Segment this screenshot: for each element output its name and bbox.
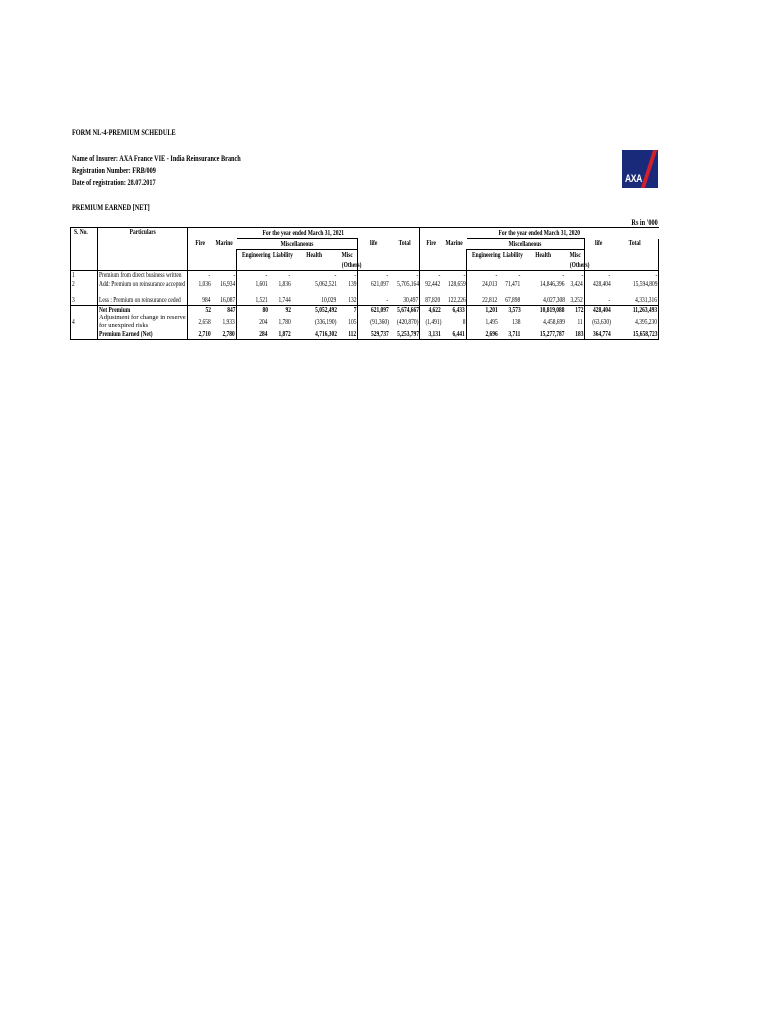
- misc-sub-header-2020: (Others): [569, 261, 590, 269]
- table-cell: 3,131: [428, 330, 441, 339]
- form-title: FORM NL-4-PREMIUM SCHEDULE: [72, 128, 176, 137]
- table-cell: 6,441: [452, 330, 466, 339]
- table-cell: 364,774: [592, 330, 611, 339]
- table-cell: (63,630): [591, 318, 611, 326]
- table-cell: -: [562, 271, 565, 280]
- table-cell: -: [518, 271, 521, 280]
- table-row: [71, 314, 659, 330]
- registration-number: Registration Number: FRB/009: [72, 166, 156, 175]
- table-cell: 5,705,164: [396, 279, 419, 288]
- table-cell: 15,594,809: [632, 279, 658, 288]
- misc-sub-header-2021: (Others): [341, 261, 362, 269]
- row-sno: 1: [72, 271, 75, 280]
- sno-header: S. No.: [73, 228, 88, 236]
- period-2020-header: For the year ended March 31, 2020: [498, 229, 581, 237]
- table-cell: -: [233, 271, 235, 280]
- premium-table: [70, 227, 659, 340]
- table-cell: 172: [574, 305, 584, 314]
- table-row: [71, 288, 659, 305]
- table-cell: 5,052,492: [314, 305, 337, 314]
- table-cell: 3,711: [508, 330, 521, 339]
- table-cell: 204: [259, 318, 268, 326]
- table-cell: 52: [205, 305, 211, 314]
- fire-header-2021: Fire: [194, 238, 205, 247]
- table-cell: 1,780: [278, 318, 291, 326]
- table-cell: 80: [262, 305, 268, 314]
- table-cell: -: [416, 271, 419, 280]
- table-cell: 284: [259, 330, 268, 339]
- total-header-2021: Total: [398, 238, 411, 247]
- table-row: [71, 280, 659, 289]
- table-cell: 2,710: [198, 330, 211, 339]
- table-cell: -: [581, 271, 584, 280]
- table-cell: -: [608, 296, 611, 305]
- table-cell: -: [265, 271, 268, 280]
- table-row: [71, 271, 659, 280]
- marine-header-2021: Marine: [215, 238, 233, 247]
- table-cell: 1,495: [485, 318, 498, 326]
- period-2021-header: For the year ended March 31, 2021: [262, 229, 345, 237]
- table-row: [71, 330, 659, 339]
- table-cell: -: [463, 271, 466, 280]
- table-cell: 128,659: [447, 279, 466, 288]
- table-cell: 529,737: [370, 330, 389, 339]
- table-cell: -: [354, 271, 356, 280]
- table-cell: 1,872: [278, 330, 291, 339]
- row-label: Premium Earned (Net): [99, 330, 153, 339]
- table-cell: 5,253,797: [396, 330, 419, 339]
- table-cell: 621,097: [370, 305, 389, 314]
- row-label: Adjustment for change in reserve for unexpired risks: [99, 314, 186, 329]
- table-cell: (420,870): [396, 318, 419, 326]
- health-header-2021: Health: [306, 251, 323, 259]
- row-sno: 4: [72, 318, 75, 326]
- table-cell: 10,819,088: [539, 305, 565, 314]
- table-cell: 1,036: [198, 279, 211, 288]
- misc-group-header-2020: Miscellaneous: [508, 240, 542, 248]
- row-label: Less : Premium on reinsurance ceded: [99, 296, 181, 305]
- liability-header-2021: Liability: [272, 251, 293, 259]
- logo-stripe: [641, 150, 657, 188]
- table-cell: (91,360): [369, 318, 389, 326]
- table-cell: 4,395,230: [635, 318, 658, 326]
- section-title: PREMIUM EARNED [NET]: [72, 203, 150, 212]
- table-cell: 132: [347, 296, 356, 305]
- table-cell: 7: [353, 305, 356, 314]
- table-cell: 5,674,667: [396, 305, 419, 314]
- table-cell: 2,658: [198, 318, 211, 326]
- table-cell: -: [288, 271, 291, 280]
- row-label: Premium from direct business written: [99, 271, 182, 280]
- table-cell: 1,836: [278, 279, 291, 288]
- table-cell: 4,622: [428, 305, 441, 314]
- table-cell: 15,658,723: [632, 330, 658, 339]
- table-cell: (1,491): [425, 318, 442, 326]
- table-cell: 847: [226, 305, 235, 314]
- table-cell: 1,201: [485, 305, 498, 314]
- table-body: [71, 271, 659, 340]
- table-cell: 1,933: [222, 318, 235, 326]
- table-cell: (336,190): [315, 318, 337, 326]
- table-cell: -: [438, 271, 441, 280]
- table-cell: 8: [462, 318, 466, 326]
- misc-group-header-2021: Miscellaneous: [280, 240, 314, 248]
- table-cell: 428,404: [592, 305, 611, 314]
- table-cell: 87,820: [425, 296, 441, 305]
- table-cell: 183: [574, 330, 584, 339]
- table-row: [71, 305, 659, 314]
- table-cell: 105: [347, 318, 356, 326]
- table-cell: 621,097: [370, 279, 389, 288]
- total-header-2020: Total: [628, 238, 641, 247]
- logo-text: AXA: [625, 173, 642, 185]
- table-cell: -: [495, 271, 498, 280]
- table-cell: 112: [348, 330, 356, 339]
- table-cell: 2,780: [222, 330, 235, 339]
- table-cell: 16,934: [219, 279, 235, 288]
- table-cell: 16,087: [219, 296, 235, 305]
- health-header-2020: Health: [535, 251, 552, 259]
- table-cell: 984: [202, 296, 211, 305]
- table-cell: 22,812: [482, 296, 498, 305]
- table-cell: 11: [577, 318, 584, 326]
- table-cell: 4,027,308: [542, 296, 565, 305]
- registration-date: Date of registration: 28.07.2017: [72, 178, 156, 187]
- row-label: Net Premium: [99, 305, 131, 314]
- engineering-header-2021: Engineering: [242, 251, 271, 259]
- table-cell: 6,433: [452, 305, 466, 314]
- table-cell: 11,263,493: [632, 305, 658, 314]
- table-cell: 71,471: [505, 279, 521, 288]
- table-cell: 2,696: [485, 330, 498, 339]
- table-cell: 3,252: [570, 296, 584, 305]
- table-cell: -: [386, 271, 389, 280]
- misc-header-2021: Misc: [341, 251, 353, 259]
- table-cell: 428,404: [592, 279, 611, 288]
- table-cell: 4,716,302: [314, 330, 337, 339]
- table-cell: -: [655, 271, 658, 280]
- table-cell: -: [334, 271, 337, 280]
- table-cell: 5,062,521: [314, 279, 337, 288]
- axa-logo: [622, 150, 658, 188]
- misc-header-2020: Misc: [569, 251, 581, 259]
- row-sno: 2: [72, 279, 75, 288]
- row-label: Add: Premium on reinsurance accepted: [99, 279, 186, 288]
- engineering-header-2020: Engineering: [472, 251, 501, 259]
- table-cell: -: [208, 271, 211, 280]
- insurer-name: Name of Insurer: AXA France VIE - India Reinsurance Branch: [72, 154, 241, 163]
- table-cell: 1,521: [255, 296, 268, 305]
- table-cell: 138: [512, 318, 521, 326]
- liability-header-2020: Liability: [502, 251, 523, 259]
- table-cell: 30,497: [403, 296, 419, 305]
- fire-header-2020: Fire: [425, 238, 436, 247]
- marine-header-2020: Marine: [445, 238, 463, 247]
- table-cell: 3,573: [508, 305, 521, 314]
- particulars-header: Particulars: [129, 228, 156, 236]
- table-cell: 3,424: [570, 279, 584, 288]
- table-cell: 67,898: [505, 296, 521, 305]
- table-cell: 10,029: [321, 296, 337, 305]
- table-cell: 24,013: [482, 279, 498, 288]
- table-cell: 122,226: [447, 296, 466, 305]
- table-cell: 92: [285, 305, 291, 314]
- table-cell: 1,601: [255, 279, 268, 288]
- table-cell: 92,442: [425, 279, 441, 288]
- table-cell: 1,744: [278, 296, 291, 305]
- row-sno: 3: [72, 296, 75, 305]
- table-cell: -: [386, 296, 389, 305]
- life-header-2020: life: [594, 238, 602, 247]
- table-cell: -: [608, 271, 611, 280]
- table-cell: 4,458,699: [542, 318, 565, 326]
- table-cell: 14,846,396: [539, 279, 565, 288]
- unit-label: Rs in '000: [631, 218, 658, 227]
- table-cell: 139: [347, 279, 356, 288]
- table-cell: 4,331,316: [635, 296, 658, 305]
- table-cell: 15,277,787: [539, 330, 565, 339]
- life-header-2021: life: [370, 238, 378, 247]
